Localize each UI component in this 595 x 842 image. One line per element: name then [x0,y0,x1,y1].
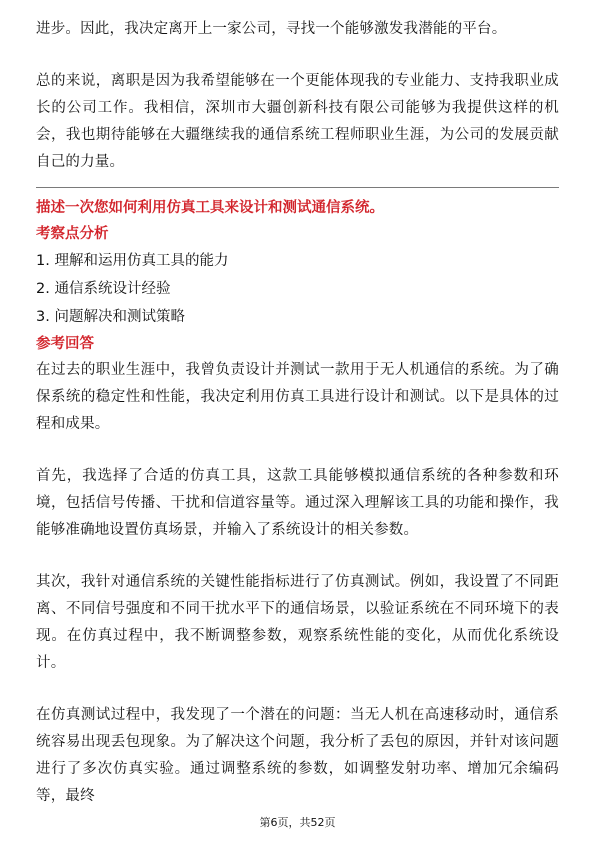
section-divider [36,187,559,188]
answer-heading: 参考回答 [36,336,94,352]
answer-paragraph: 在过去的职业生涯中，我曾负责设计并测试一款用于无人机通信的系统。为了确保系统的稳定性和性能，我决定利用仿真工具进行设计和测试。以下是具体的过程和成果。 [36,362,559,432]
paragraph-spacer [36,43,559,68]
paragraph-spacer [36,677,559,702]
answer-paragraph: 其次，我针对通信系统的关键性能指标进行了仿真测试。例如，我设置了不同距离、不同信号强度和不同干扰水平下的通信场景，以验证系统在不同环境下的表现。在仿真过程中，我不断调整参数，观察系统性能的变化，从而优化系统设计。 [36,574,559,671]
page-number-footer: 第6页，共52页 [259,816,336,829]
analysis-point: 3. 问题解决和测试策略 [36,309,185,325]
answer-paragraph: 首先，我选择了合适的仿真工具，这款工具能够模拟通信系统的各种参数和环境，包括信号传播、干扰和信道容量等。通过深入理解该工具的功能和操作，我能够准确地设置仿真场景，并输入了系统设计的相关参数。 [36,468,559,538]
analysis-heading: 考察点分析 [36,226,109,242]
paragraph-spacer [36,544,559,569]
intro-tail-paragraph: 进步。因此，我决定离开上一家公司，寻找一个能够激发我潜能的平台。 [36,21,507,37]
question-heading: 描述一次您如何利用仿真工具来设计和测试通信系统。 [36,200,384,216]
analysis-point: 2. 通信系统设计经验 [36,281,171,297]
page-content [36,16,559,810]
analysis-points-list [36,247,559,331]
summary-paragraph: 总的来说，离职是因为我希望能够在一个更能体现我的专业能力、支持我职业成长的公司工作。我相信，深圳市大疆创新科技有限公司能够为我提供这样的机会，我也期待能够在大疆继续我的通信系统工程师职业生涯，为公司的发展贡献自己的力量。 [36,73,559,170]
paragraph-spacer [36,438,559,463]
analysis-point: 1. 理解和运用仿真工具的能力 [36,253,229,269]
answer-paragraph: 在仿真测试过程中，我发现了一个潜在的问题：当无人机在高速移动时，通信系统容易出现丢包现象。为了解决这个问题，我分析了丢包的原因，并针对该问题进行了多次仿真实验。通过调整系统的参数，如调整发射功率、增加冗余编码等，最终 [36,707,559,804]
